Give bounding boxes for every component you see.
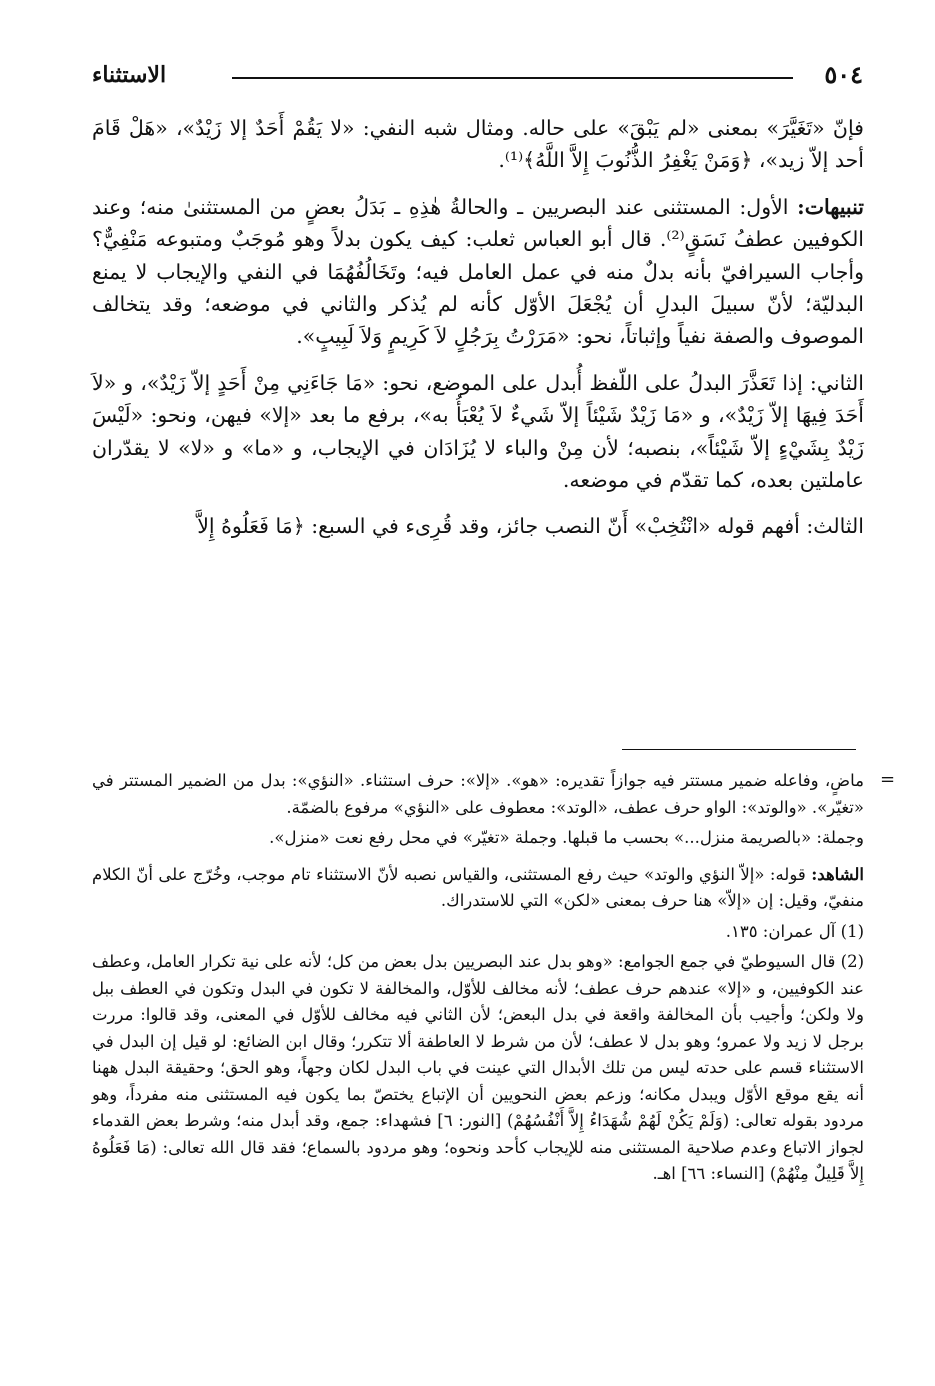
paragraph: فإنّ «تَغَيَّرَ» بمعنى «لم يَبْقَ» على حاله. ومثال شبه النفي: «لا يَقُمْ أَحَدٌ إلا زَيْدٌ»، «هَلْ قَامَ أحد إلاّ زيد»، ﴿وَمَنْ يَغْفِرُ الذُّنُوبَ إِلاَّ اللَّهُ﴾⁽¹⁾. [92, 116, 864, 173]
page-header [92, 60, 863, 90]
running-title: الاستثناء [92, 62, 167, 88]
paragraph: الثالث: أفهم قوله «انْتُخِبْ» أَنّ النصب جائز، وقد قُرِىء في السبع: ﴿مَا فَعَلُوهُ إِلاَّ [197, 514, 864, 539]
continuation-mark: = [880, 769, 896, 790]
footnote-continued: ماضٍ، وفاعله ضمير مستتر فيه جوازاً تقديره: «هو». «إلا»: حرف استثناء. «النؤي»: بدل من الضمير المستتر في «تغيّر». «والوتد»: الواو حرف عطف، «الوتد»: معطوف على «النؤي» مرفوع بالضمّة. [92, 771, 864, 817]
notes-first-text: الأول: المستثنى عند البصريين ـ والحالةُ هٰذِهِ ـ بَدَلُ بعضٍ من المستثنىٰ منه؛ وعند الكوفيين عطفُ نَسَقٍ⁽²⁾. قال أبو العباس ثعلب: كيف يكون بدلاً وهو مُوجَبٌ ومتبوعه مَنْفِيٌّ؟ وأجاب السيرافيّ بأنه بدلٌ منه في عمل العامل فيه؛ وتَخَالُفُهُمَا في النفي والإيجاب لا يمنع البدليّة؛ لأنّ سبيلَ البدلِ أن يُجْعَلَ الأوّل كأنه لم يُذكر والثاني في موضعه؛ وقد يتخالف الموصوف والصفة نفياً وإثباتاً، نحو: «مَرَرْتُ بِرَجُلٍ لاَ كَرِيمٍ وَلاَ لَبِيبٍ». [92, 194, 865, 349]
footnote-continued: وجملة: «بالصريمة منزل...» بحسب ما قبلها. وجملة «تغيّر» في محل رفع نعت «منزل». [269, 828, 864, 847]
footnote-separator [622, 749, 856, 750]
footnote-shahid [92, 862, 864, 915]
paragraph-notes [92, 191, 864, 353]
footnote-2: (2) قال السيوطيّ في جمع الجوامع: «وهو بدل عند البصريين بدل بعض من كل؛ لأنه على نية تكرار العامل، وعطف عند الكوفيين، و «إلا» عندهم حرف عطف؛ لأنه مخالف للأوّل، والمخالفة لا تكون في البدل وتكون في العطف ببل ولا ولكن؛ وأجيب بأن المخالفة واقعة في بدل البعض؛ لأن الثاني فيه مخالف للأوّل في المعنى، وقد قالوا: مررت برجل لا زيد ولا عمرو؛ وهو بدل لا عطف؛ لأن من شرط لا العاطفة ألا تتكرر؛ وقال ابن الضائع: لو قيل إن البدل في الاستثناء قسم على حدته ليس من تلك الأبدال التي عينت في باب البدل لكان وجهاً، وهو الحق؛ وحقيقة البدل ههنا أنه يقع موقع الأوّل ويبدل مكانه؛ وزعم بعض النحويين أن الإتباع يختصّ بما يكون فيه المستثنى منه مفرداً، وهو مردود بقوله تعالى: (وَلَمْ يَكُنْ لَهُمْ شُهَدَاءُ إِلاَّ أَنْفُسُهُمْ) [النور: ٦] فشهداء: جمع، وقد أبدل منه؛ وشرط بعض القدماء لجواز الاتباع وعدم صلاحية المستثنى منه للإيجاب كأحد ونحوه؛ وهو مردود بالسماع؛ فقد قال الله تعالى: (مَا فَعَلُوهُ إِلاَّ قَلِيلٌ مِنْهُمْ) [النساء: ٦٦] اهـ. [92, 952, 864, 1183]
footnotes [92, 768, 864, 1198]
notes-label: تنبيهات: [797, 194, 864, 219]
shahid-text: قوله: «إلاّ النؤي والوتد» حيث رفع المستثنى، والقياس نصبه لأنّ الاستثناء تام موجب، وخُرّج على أنّ الكلام منفيّ، وقيل: إن «إلاّ» هنا حرف بمعنى «لكن» التي للاستدراك. [92, 864, 864, 910]
header-rule [232, 77, 793, 79]
footnote-1: (1) آل عمران: ١٣٥. [725, 921, 864, 941]
paragraph: الثاني: إذا تَعَذَّرَ البدلُ على اللّفظ أُبدل على الموضع، نحو: «مَا جَاءَنِي مِنْ أَحَدٍ إلاّ زَيْدٌ»، و «لاَ أَحَدَ فِيهَا إلاّ زَيْدٌ»، و «مَا زَيْدٌ شَيْئاً إلاّ شَيءٌ لاَ يُعْبَأُ به»، برفع ما بعد «إلا» فيهن، ونحو: «لَيْسَ زَيْدٌ بِشَيْءٍ إلاّ شَيْئاً»، بنصبه؛ لأن مِنْ والباء لا يُزَادَان في الإيجاب، و «ما» و «لا» لا يقدّران عاملتين بعده، كما تقدّم في موضعه. [92, 370, 864, 493]
shahid-label: الشاهد: [811, 864, 865, 884]
page-number: ٥٠٤ [824, 60, 863, 89]
main-text [92, 112, 864, 543]
